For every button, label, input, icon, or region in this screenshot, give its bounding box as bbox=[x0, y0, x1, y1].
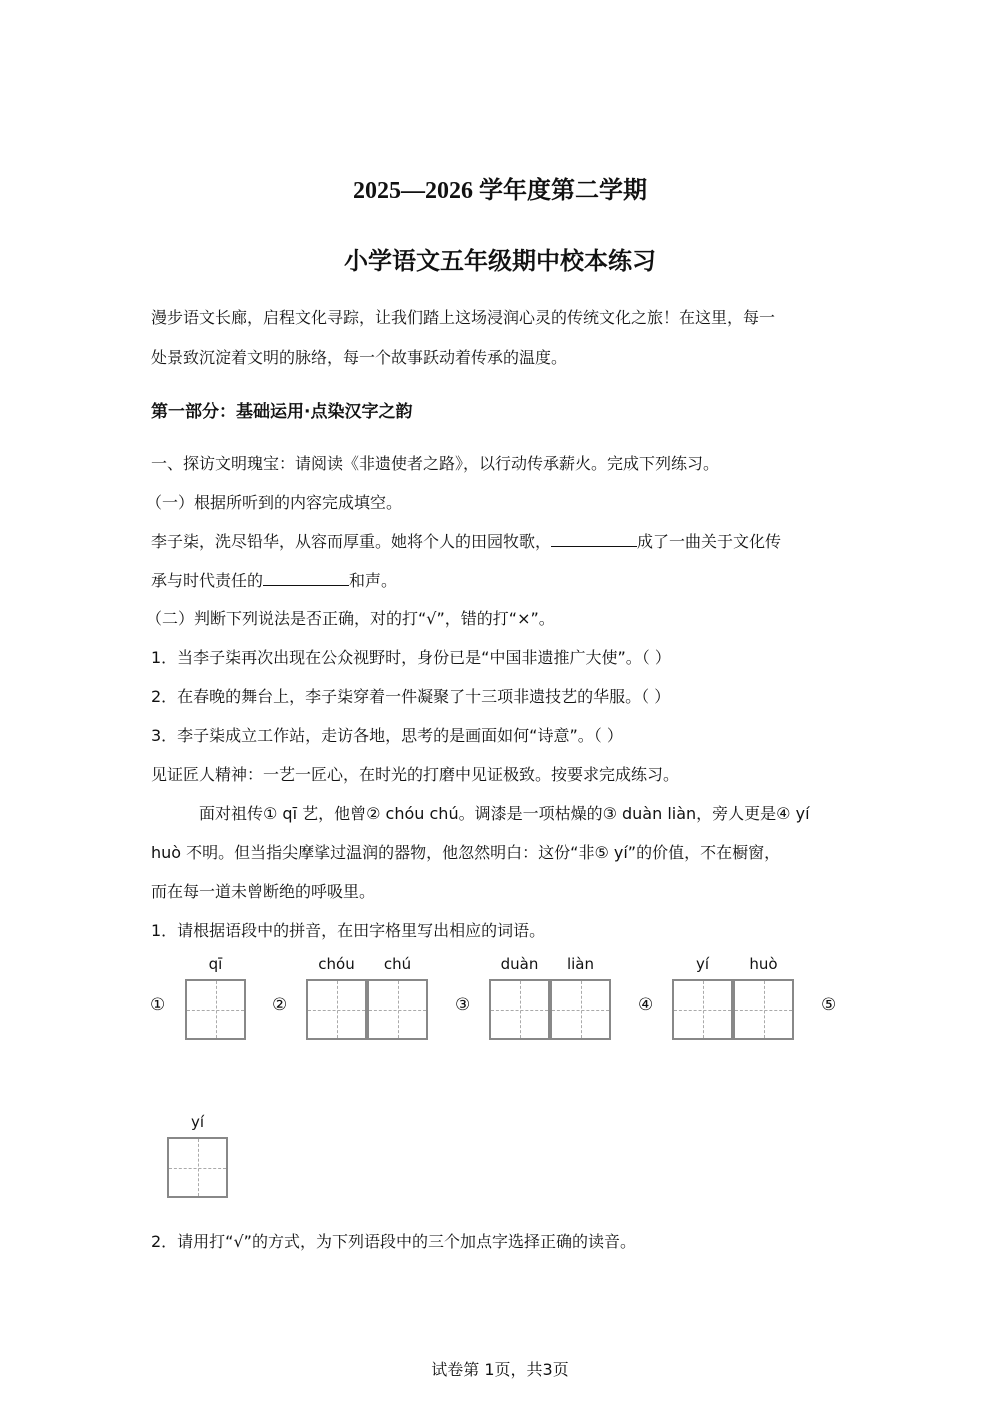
fill-line2 bbox=[151, 568, 851, 591]
tian-grid-box[interactable] bbox=[489, 979, 550, 1040]
passage-line3: 而在每一道未曾断绝的呼吸里。 bbox=[151, 882, 376, 901]
grid-number-1: ① bbox=[150, 995, 166, 1015]
pinyin-yi-2: yí bbox=[190, 1113, 205, 1131]
judge-item-2: 2．在春晚的舞台上，李子柒穿着一件凝聚了十三项非遗技艺的华服。（ ） bbox=[151, 687, 671, 706]
fill-text-a: 李子柒，洗尽铅华，从容而厚重。她将个人的田园牧歌， bbox=[151, 532, 552, 551]
fill-text-d: 和声。 bbox=[349, 571, 398, 590]
title-line1: 2025—2026 学年度第二学期 bbox=[353, 178, 647, 204]
fill-line1 bbox=[151, 529, 851, 552]
craft-title: 见证匠人精神：一艺一匠心，在时光的打磨中见证极致。按要求完成练习。 bbox=[151, 765, 680, 784]
tian-grid-box[interactable] bbox=[306, 979, 367, 1040]
subsection1: （一）根据所听到的内容完成填空。 bbox=[146, 493, 403, 512]
passage-line2: huò 不明。但当指尖摩挲过温润的器物，他忽然明白：这份“非⑤ yí”的价值，不在橱窗， bbox=[151, 843, 781, 862]
title-line2: 小学语文五年级期中校本练习 bbox=[344, 247, 656, 275]
pinyin-chu: chú bbox=[383, 955, 412, 973]
grid-number-3: ③ bbox=[455, 995, 471, 1015]
tian-grid-box[interactable] bbox=[733, 979, 794, 1040]
fill-text-b: 成了一曲关于文化传 bbox=[637, 532, 782, 551]
part1-heading: 第一部分：基础运用·点染汉字之韵 bbox=[151, 402, 413, 422]
judge-item-3: 3．李子柒成立工作站，走访各地，思考的是画面如何“诗意”。（ ） bbox=[151, 726, 623, 745]
grid-number-5: ⑤ bbox=[821, 995, 837, 1015]
task1: 1．请根据语段中的拼音，在田字格里写出相应的词语。 bbox=[151, 921, 546, 940]
tian-grid-box[interactable] bbox=[167, 1137, 228, 1198]
tian-grid-box[interactable] bbox=[672, 979, 733, 1040]
intro-line2: 处景致沉淀着文明的脉络，每一个故事跃动着传承的温度。 bbox=[151, 348, 568, 367]
blank-2[interactable] bbox=[263, 571, 349, 586]
grid-number-2: ② bbox=[272, 995, 288, 1015]
pinyin-huo: huò bbox=[749, 955, 778, 973]
intro-line1: 漫步语文长廊，启程文化寻踪，让我们踏上这场浸润心灵的传统文化之旅！在这里，每一 bbox=[151, 308, 776, 327]
pinyin-chou: chóu bbox=[318, 955, 355, 973]
fill-text-c: 承与时代责任的 bbox=[151, 571, 264, 590]
task2: 2．请用打“√”的方式，为下列语段中的三个加点字选择正确的读音。 bbox=[151, 1232, 636, 1251]
subsection2: （二）判断下列说法是否正确，对的打“√”，错的打“×”。 bbox=[146, 609, 555, 628]
tian-grid-box[interactable] bbox=[367, 979, 428, 1040]
pinyin-qi: qī bbox=[208, 955, 223, 973]
pinyin-yi: yí bbox=[695, 955, 710, 973]
grid-number-4: ④ bbox=[638, 995, 654, 1015]
question1-title: 一、探访文明瑰宝：请阅读《非遗使者之路》，以行动传承薪火。完成下列练习。 bbox=[151, 454, 720, 473]
pinyin-lian: liàn bbox=[566, 955, 595, 973]
judge-item-1: 1．当李子柒再次出现在公众视野时，身份已是“中国非遗推广大使”。（ ） bbox=[151, 648, 671, 667]
page-footer: 试卷第 1页，共3页 bbox=[431, 1360, 569, 1379]
tian-grid-box[interactable] bbox=[550, 979, 611, 1040]
blank-1[interactable] bbox=[551, 532, 637, 547]
passage-line1: 面对祖传① qī 艺，他曾② chóu chú。调漆是一项枯燥的③ duàn liàn，旁人更是④ yí bbox=[199, 804, 810, 823]
tian-grid-box[interactable] bbox=[185, 979, 246, 1040]
pinyin-duan: duàn bbox=[500, 955, 539, 973]
